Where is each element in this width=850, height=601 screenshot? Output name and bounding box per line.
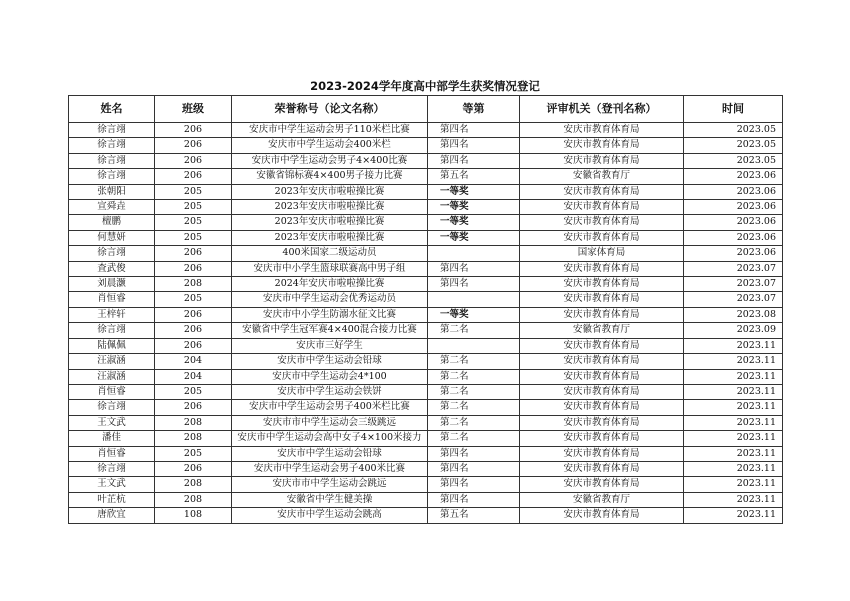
cell-rank: 第四名 [428, 492, 520, 507]
cell-name: 檀鹏 [69, 215, 155, 230]
cell-class: 208 [155, 477, 232, 492]
table-row [69, 446, 783, 461]
cell-authority: 安庆市教育体育局 [520, 446, 684, 461]
table-row [69, 338, 783, 353]
cell-name: 王梓轩 [69, 307, 155, 322]
header-row [69, 96, 783, 123]
cell-rank [428, 246, 520, 261]
cell-date: 2023.11 [684, 369, 783, 384]
cell-date: 2023.11 [684, 461, 783, 476]
cell-authority: 安庆市教育体育局 [520, 123, 684, 138]
cell-date: 2023.06 [684, 169, 783, 184]
cell-honor: 400米国家二级运动员 [232, 246, 428, 261]
table-row [69, 415, 783, 430]
cell-honor: 安庆市中学生运动会高中女子4×100米接力 [232, 431, 428, 446]
cell-honor: 2023年安庆市啦啦操比赛 [232, 230, 428, 245]
cell-rank: 第二名 [428, 384, 520, 399]
cell-honor: 2024年安庆市啦啦操比赛 [232, 277, 428, 292]
cell-name: 叶芷杭 [69, 492, 155, 507]
cell-date: 2023.11 [684, 477, 783, 492]
cell-class: 205 [155, 292, 232, 307]
cell-name: 何慧妍 [69, 230, 155, 245]
cell-rank [428, 338, 520, 353]
cell-rank: 一等奖 [428, 200, 520, 215]
cell-honor: 安庆市中学生运动会跳高 [232, 508, 428, 523]
table-row [69, 184, 783, 199]
cell-rank: 一等奖 [428, 307, 520, 322]
table-row [69, 123, 783, 138]
table-row [69, 230, 783, 245]
table-row [69, 431, 783, 446]
cell-name: 刘晨灏 [69, 277, 155, 292]
table-row [69, 384, 783, 399]
cell-rank: 第四名 [428, 153, 520, 168]
cell-honor: 安徽省锦标赛4×400男子接力比赛 [232, 169, 428, 184]
cell-class: 204 [155, 369, 232, 384]
header-name: 姓名 [69, 96, 155, 123]
cell-date: 2023.06 [684, 246, 783, 261]
cell-class: 206 [155, 153, 232, 168]
table-row [69, 461, 783, 476]
table-row [69, 307, 783, 322]
cell-class: 208 [155, 415, 232, 430]
cell-honor: 安庆市市中学生运动会三级跳远 [232, 415, 428, 430]
cell-rank: 第二名 [428, 323, 520, 338]
cell-date: 2023.11 [684, 384, 783, 399]
cell-honor: 安庆市中学生运动会铅球 [232, 354, 428, 369]
cell-class: 205 [155, 384, 232, 399]
cell-rank: 第二名 [428, 415, 520, 430]
cell-date: 2023.05 [684, 138, 783, 153]
cell-date: 2023.08 [684, 307, 783, 322]
cell-class: 206 [155, 246, 232, 261]
cell-name: 徐言翊 [69, 153, 155, 168]
cell-name: 王文武 [69, 477, 155, 492]
cell-honor: 2023年安庆市啦啦操比赛 [232, 215, 428, 230]
cell-date: 2023.11 [684, 431, 783, 446]
cell-honor: 安庆市中学生运动会男子400米比赛 [232, 461, 428, 476]
cell-honor: 安庆市中学生运动会铅球 [232, 446, 428, 461]
cell-class: 206 [155, 261, 232, 276]
cell-rank: 第四名 [428, 123, 520, 138]
cell-class: 205 [155, 200, 232, 215]
table-row [69, 508, 783, 523]
cell-authority: 国家体育局 [520, 246, 684, 261]
cell-honor: 安庆市中学生运动会铁饼 [232, 384, 428, 399]
cell-rank: 一等奖 [428, 215, 520, 230]
cell-honor: 安庆市中小学生篮球联赛高中男子组 [232, 261, 428, 276]
cell-authority: 安庆市教育体育局 [520, 277, 684, 292]
cell-rank: 第四名 [428, 261, 520, 276]
cell-name: 肖恒睿 [69, 292, 155, 307]
cell-honor: 2023年安庆市啦啦操比赛 [232, 184, 428, 199]
cell-name: 潘佳 [69, 431, 155, 446]
cell-name: 宣舜垚 [69, 200, 155, 215]
cell-name: 徐言翊 [69, 323, 155, 338]
header-honor: 荣誉称号（论文名称） [232, 96, 428, 123]
cell-name: 张朝阳 [69, 184, 155, 199]
cell-name: 陆佩佩 [69, 338, 155, 353]
cell-class: 206 [155, 461, 232, 476]
cell-name: 徐言翊 [69, 246, 155, 261]
table-row [69, 246, 783, 261]
table-row [69, 400, 783, 415]
cell-rank: 第二名 [428, 369, 520, 384]
cell-authority: 安庆市教育体育局 [520, 184, 684, 199]
table-row [69, 215, 783, 230]
cell-class: 205 [155, 446, 232, 461]
cell-authority: 安庆市教育体育局 [520, 400, 684, 415]
cell-name: 王文武 [69, 415, 155, 430]
cell-date: 2023.11 [684, 338, 783, 353]
cell-honor: 安庆市三好学生 [232, 338, 428, 353]
cell-authority: 安庆市教育体育局 [520, 477, 684, 492]
cell-class: 206 [155, 323, 232, 338]
cell-name: 徐言翊 [69, 400, 155, 415]
cell-class: 208 [155, 492, 232, 507]
table-row [69, 200, 783, 215]
cell-authority: 安庆市教育体育局 [520, 200, 684, 215]
cell-rank: 第四名 [428, 277, 520, 292]
cell-class: 206 [155, 169, 232, 184]
cell-authority: 安庆市教育体育局 [520, 384, 684, 399]
cell-rank [428, 292, 520, 307]
cell-date: 2023.11 [684, 354, 783, 369]
cell-honor: 安庆市市中学生运动会跳远 [232, 477, 428, 492]
cell-honor: 安庆市中学生运动会400米栏 [232, 138, 428, 153]
cell-date: 2023.06 [684, 200, 783, 215]
cell-authority: 安庆市教育体育局 [520, 230, 684, 245]
cell-authority: 安庆市教育体育局 [520, 153, 684, 168]
cell-name: 徐言翊 [69, 461, 155, 476]
cell-date: 2023.07 [684, 277, 783, 292]
table-row [69, 261, 783, 276]
table-row [69, 323, 783, 338]
table-row [69, 369, 783, 384]
cell-class: 204 [155, 354, 232, 369]
table-row [69, 492, 783, 507]
cell-date: 2023.05 [684, 123, 783, 138]
cell-honor: 2023年安庆市啦啦操比赛 [232, 200, 428, 215]
table-row [69, 354, 783, 369]
cell-date: 2023.07 [684, 261, 783, 276]
table-row [69, 292, 783, 307]
cell-rank: 一等奖 [428, 230, 520, 245]
cell-name: 査武俊 [69, 261, 155, 276]
table-body [69, 123, 783, 524]
table-row [69, 153, 783, 168]
cell-honor: 安庆市中学生运动会4*100 [232, 369, 428, 384]
cell-rank: 一等奖 [428, 184, 520, 199]
cell-class: 205 [155, 230, 232, 245]
cell-authority: 安庆市教育体育局 [520, 431, 684, 446]
cell-name: 汪淑涵 [69, 369, 155, 384]
cell-class: 208 [155, 277, 232, 292]
cell-honor: 安庆市中学生运动会男子110米栏比赛 [232, 123, 428, 138]
cell-authority: 安庆市教育体育局 [520, 292, 684, 307]
header-rank: 等第 [428, 96, 520, 123]
cell-authority: 安庆市教育体育局 [520, 215, 684, 230]
cell-authority: 安庆市教育体育局 [520, 261, 684, 276]
cell-honor: 安庆市中学生运动会优秀运动员 [232, 292, 428, 307]
table-row [69, 277, 783, 292]
cell-authority: 安徽省教育厅 [520, 169, 684, 184]
cell-name: 徐言翊 [69, 123, 155, 138]
table-row [69, 477, 783, 492]
cell-date: 2023.11 [684, 508, 783, 523]
cell-rank: 第四名 [428, 446, 520, 461]
header-authority: 评审机关（登刊名称） [520, 96, 684, 123]
cell-authority: 安徽省教育厅 [520, 492, 684, 507]
cell-name: 徐言翊 [69, 138, 155, 153]
cell-honor: 安庆市中小学生防溺水征文比赛 [232, 307, 428, 322]
cell-class: 206 [155, 338, 232, 353]
cell-name: 徐言翊 [69, 169, 155, 184]
cell-authority: 安庆市教育体育局 [520, 508, 684, 523]
cell-rank: 第四名 [428, 461, 520, 476]
cell-class: 206 [155, 307, 232, 322]
awards-table [68, 95, 783, 524]
cell-class: 205 [155, 184, 232, 199]
cell-date: 2023.06 [684, 230, 783, 245]
cell-name: 肖恒睿 [69, 446, 155, 461]
cell-authority: 安庆市教育体育局 [520, 461, 684, 476]
table-row [69, 169, 783, 184]
cell-authority: 安庆市教育体育局 [520, 354, 684, 369]
cell-date: 2023.11 [684, 400, 783, 415]
cell-authority: 安庆市教育体育局 [520, 338, 684, 353]
cell-authority: 安庆市教育体育局 [520, 369, 684, 384]
table-row [69, 138, 783, 153]
cell-authority: 安徽省教育厅 [520, 323, 684, 338]
cell-name: 肖恒睿 [69, 384, 155, 399]
cell-class: 206 [155, 123, 232, 138]
cell-honor: 安庆市中学生运动会男子400米栏比赛 [232, 400, 428, 415]
cell-date: 2023.07 [684, 292, 783, 307]
cell-date: 2023.11 [684, 492, 783, 507]
cell-honor: 安徽省中学生健美操 [232, 492, 428, 507]
cell-rank: 第四名 [428, 477, 520, 492]
cell-authority: 安庆市教育体育局 [520, 138, 684, 153]
cell-date: 2023.06 [684, 184, 783, 199]
cell-class: 108 [155, 508, 232, 523]
cell-date: 2023.11 [684, 446, 783, 461]
cell-rank: 第五名 [428, 508, 520, 523]
cell-date: 2023.06 [684, 215, 783, 230]
cell-date: 2023.09 [684, 323, 783, 338]
cell-rank: 第二名 [428, 431, 520, 446]
header-date: 时间 [684, 96, 783, 123]
cell-authority: 安庆市教育体育局 [520, 415, 684, 430]
cell-name: 汪淑涵 [69, 354, 155, 369]
cell-date: 2023.11 [684, 415, 783, 430]
cell-rank: 第五名 [428, 169, 520, 184]
cell-date: 2023.05 [684, 153, 783, 168]
cell-name: 唐欣宜 [69, 508, 155, 523]
document-title: 2023-2024学年度高中部学生获奖情况登记 [310, 79, 540, 93]
cell-class: 208 [155, 431, 232, 446]
cell-authority: 安庆市教育体育局 [520, 307, 684, 322]
cell-honor: 安徽省中学生冠军赛4×400混合接力比赛 [232, 323, 428, 338]
header-class: 班级 [155, 96, 232, 123]
cell-class: 205 [155, 215, 232, 230]
cell-rank: 第二名 [428, 354, 520, 369]
cell-rank: 第四名 [428, 138, 520, 153]
cell-class: 206 [155, 400, 232, 415]
cell-rank: 第二名 [428, 400, 520, 415]
cell-honor: 安庆市中学生运动会男子4×400比赛 [232, 153, 428, 168]
cell-class: 206 [155, 138, 232, 153]
